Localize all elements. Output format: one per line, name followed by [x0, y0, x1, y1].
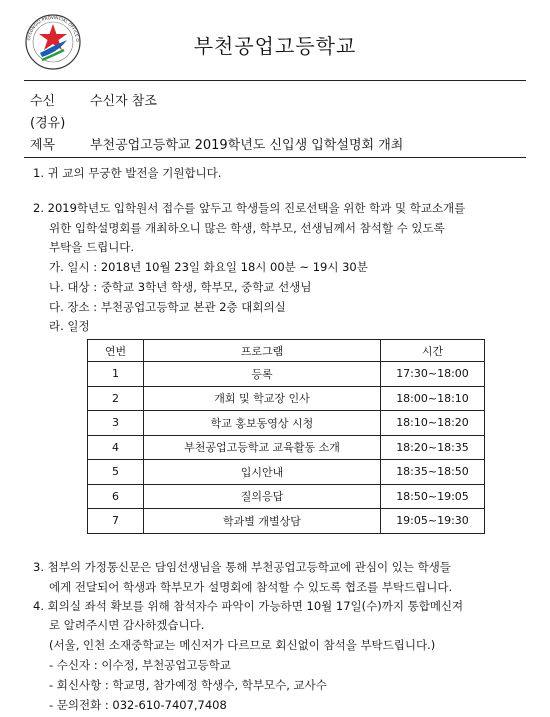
- detail-date: 가. 일시 : 2018년 10월 23일 화요일 18시 00분 ~ 19시 30분: [49, 260, 368, 274]
- schedule-time: 17:30~18:00: [381, 362, 485, 387]
- body-item-2-line-1: 2. 2019학년도 입학원서 접수를 앞두고 학생들의 진로선택을 위한 학과 및 학교소개를: [33, 201, 466, 215]
- schedule-number: 7: [88, 509, 144, 534]
- table-row: [88, 509, 485, 534]
- schedule-header-number: 연번: [88, 340, 144, 362]
- schedule-time: 18:20~18:35: [381, 435, 485, 460]
- body-item-4-line-1: 4. 회의실 좌석 확보를 위해 참석자수 파악이 가능하면 10월 17일(수)까지 통합메신져: [33, 599, 464, 613]
- subject-divider: [24, 157, 526, 158]
- schedule-time: 18:35~18:50: [381, 460, 485, 485]
- table-row: [88, 460, 485, 485]
- body-item-3-line-2: 에게 전달되어 학생과 학부모가 설명회에 참석할 수 있도록 협조를 부탁드립니다.: [49, 580, 453, 594]
- contact-phone: - 문의전화 : 032-610-7407,7408: [49, 698, 227, 712]
- schedule-table: [87, 339, 485, 534]
- table-row: [88, 386, 485, 411]
- schedule-header-row: [88, 340, 485, 362]
- schedule-time: 18:50~19:05: [381, 484, 485, 509]
- schedule-program: 입시안내: [144, 460, 381, 485]
- schedule-number: 5: [88, 460, 144, 485]
- detail-place: 다. 장소 : 부천공업고등학교 본관 2층 대회의실: [49, 300, 286, 314]
- contact-reply-items: - 회신사항 : 학교명, 참가예정 학생수, 학부모수, 교사수: [49, 678, 327, 692]
- schedule-number: 2: [88, 386, 144, 411]
- body-item-4-note: (서울, 인천 소재중학교는 메신저가 다르므로 회신없이 참석을 부탁드립니다.): [49, 638, 436, 652]
- subject-value: 부천공업고등학교 2019학년도 신입생 입학설명회 개최: [90, 138, 404, 153]
- table-row: [88, 362, 485, 387]
- table-row: [88, 411, 485, 436]
- header-divider: [24, 80, 526, 81]
- table-row: [88, 484, 485, 509]
- schedule-program: 등록: [144, 362, 381, 387]
- subject-label: 제목: [30, 138, 56, 153]
- schedule-number: 4: [88, 435, 144, 460]
- schedule-time: 18:10~18:20: [381, 411, 485, 436]
- schedule-time: 18:00~18:10: [381, 386, 485, 411]
- school-name-title: 부천공업고등학교: [193, 34, 357, 58]
- detail-target: 나. 대상 : 중학교 3학년 학생, 학부모, 중학교 선생님: [49, 280, 312, 294]
- contact-recipient: - 수신자 : 이수정, 부천공업고등학교: [49, 658, 231, 672]
- table-row: [88, 435, 485, 460]
- body-item-3-line-1: 3. 첨부의 가정통신문은 담임선생님을 통해 부천공업고등학교에 관심이 있는 학생들: [33, 560, 451, 574]
- schedule-header-time: 시간: [381, 340, 485, 362]
- schedule-program: 개회 및 학교장 인사: [144, 386, 381, 411]
- schedule-program: 학교 홍보동영상 시청: [144, 411, 381, 436]
- recipient-value: 수신자 참조: [90, 94, 157, 109]
- seal-text: GYEONGGI PROVINCIAL OFFICE O: [26, 14, 81, 42]
- schedule-program: 질의응답: [144, 484, 381, 509]
- body-item-4-line-2: 로 알려주시면 감사하겠습니다.: [49, 618, 205, 632]
- schedule-header-program: 프로그램: [144, 340, 381, 362]
- via-label: (경유): [30, 116, 66, 131]
- schedule-number: 3: [88, 411, 144, 436]
- body-item-1: 1. 귀 교의 무궁한 발전을 기원합니다.: [33, 166, 222, 180]
- schedule-number: 1: [88, 362, 144, 387]
- body-item-2-line-3: 부탁을 드립니다.: [49, 240, 135, 254]
- schedule-program: 학과별 개별상담: [144, 509, 381, 534]
- body-item-2-line-2: 위한 입학설명회를 개최하오니 많은 학생, 학부모, 선생님께서 참석할 수 있도록: [49, 221, 445, 235]
- recipient-label: 수신: [30, 94, 56, 109]
- detail-schedule-label: 라. 일정: [49, 319, 90, 333]
- schedule-program: 부천공업고등학교 교육활동 소개: [144, 435, 381, 460]
- schedule-number: 6: [88, 484, 144, 509]
- schedule-time: 19:05~19:30: [381, 509, 485, 534]
